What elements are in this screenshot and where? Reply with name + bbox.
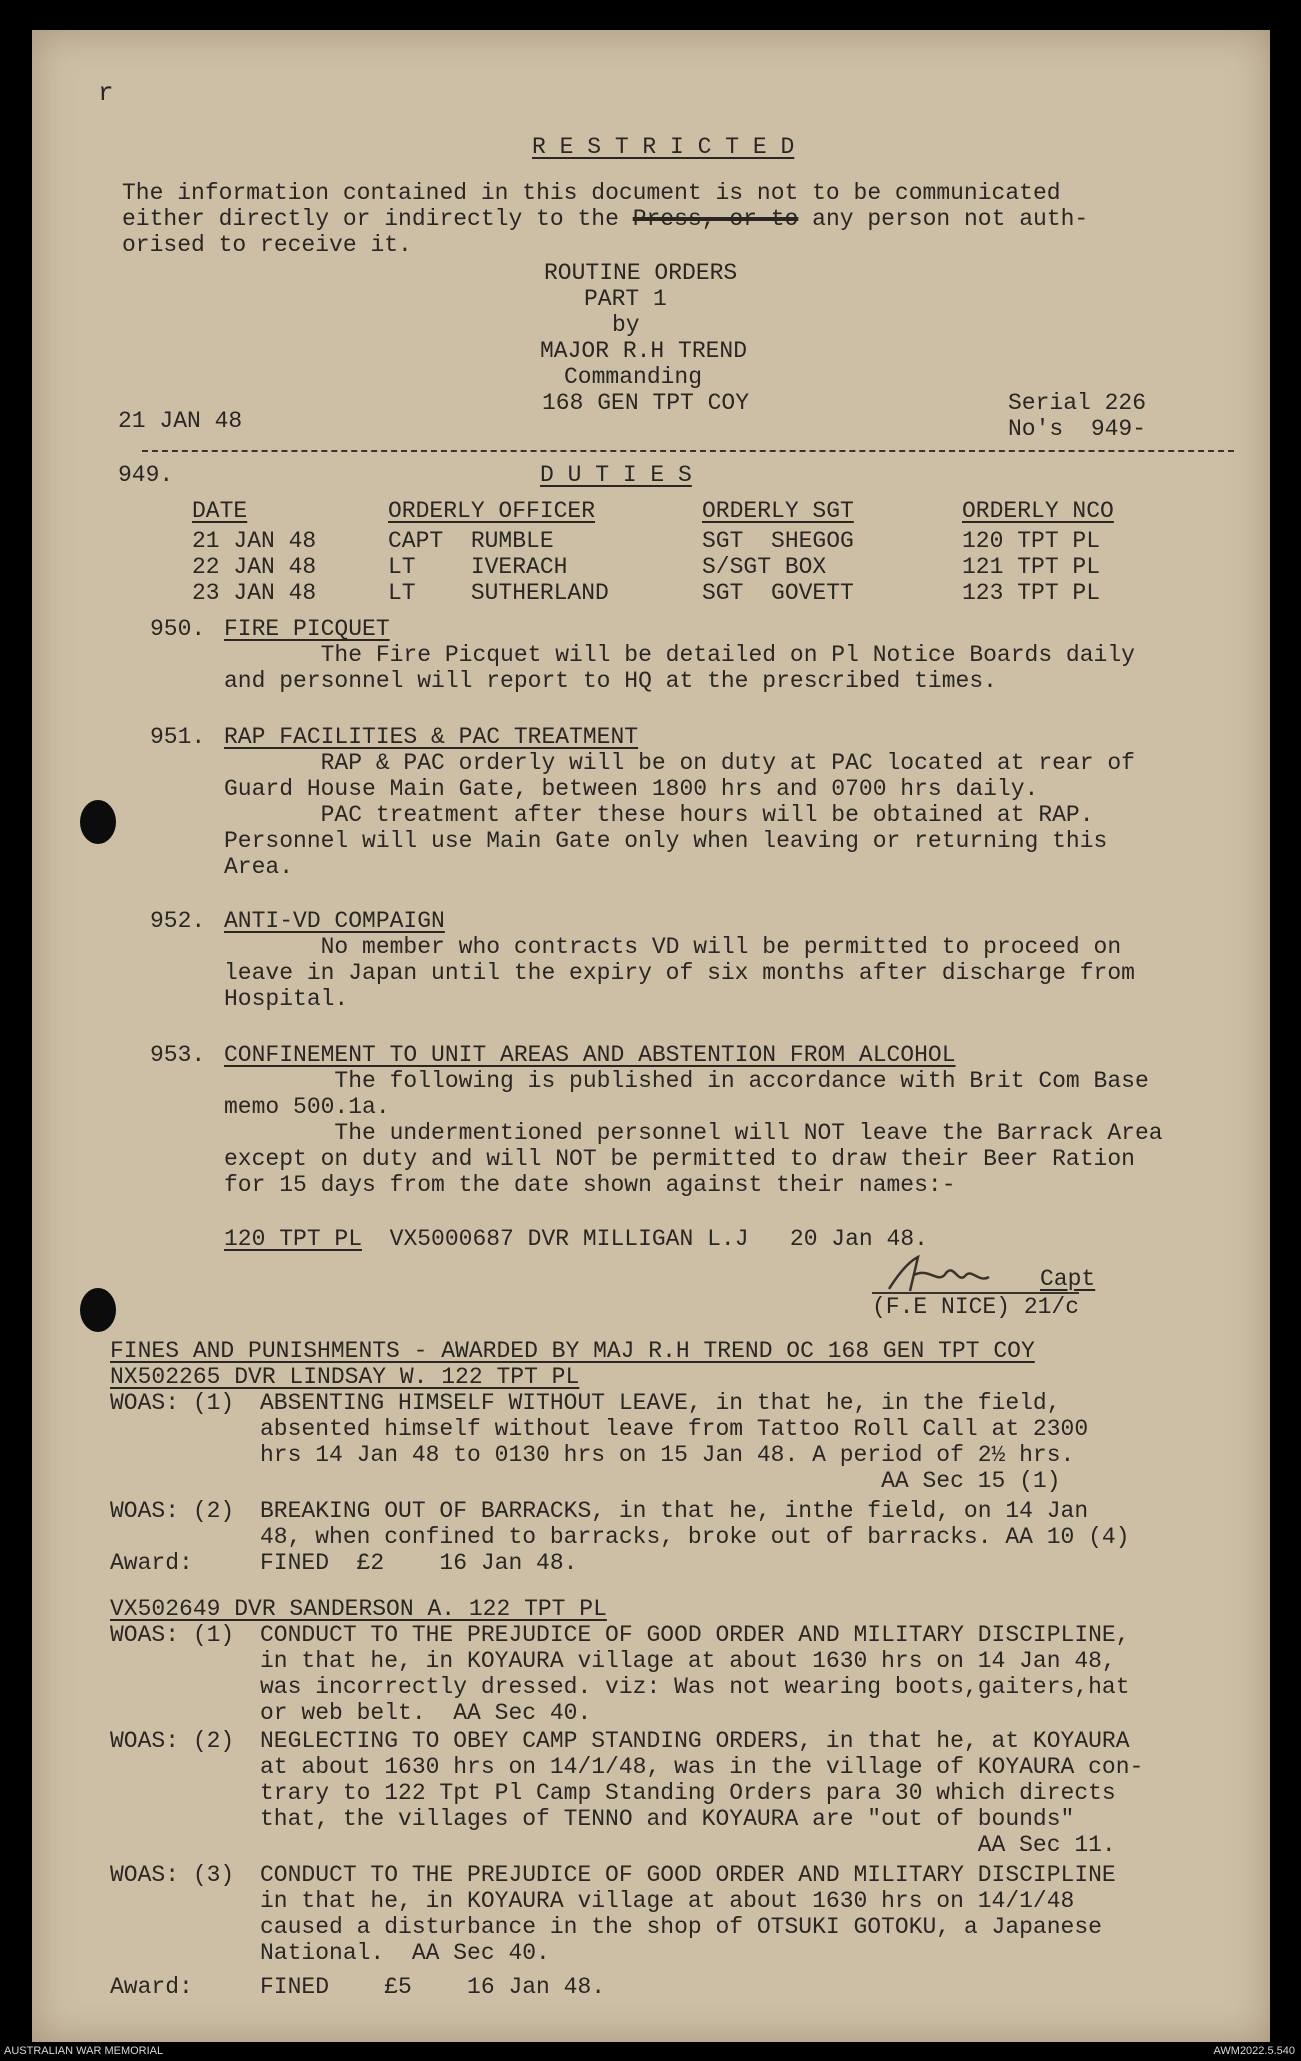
- punch-hole-top: [80, 800, 116, 844]
- case-2-charge-3-line: CONDUCT TO THE PREJUDICE OF GOOD ORDER AND MILITARY DISCIPLINE: [260, 1862, 1116, 1888]
- case-2-award: FINED £5 16 Jan 48.: [260, 1974, 606, 2000]
- warning-line-1: The information contained in this document is not to be communicated: [122, 180, 1061, 206]
- order-953-line: The undermentioned personnel will NOT leave the Barrack Area: [224, 1120, 1163, 1146]
- fines-heading: FINES AND PUNISHMENTS - AWARDED BY MAJ R.H TREND OC 168 GEN TPT COY: [110, 1338, 1035, 1364]
- duty-row-1-officer: CAPT RUMBLE: [388, 528, 554, 554]
- case-1-charge-2-line: 48, when confined to barracks, broke out of barracks. AA 10 (4): [260, 1524, 1130, 1550]
- order-950-number: 950.: [150, 616, 206, 642]
- duty-row-2-date: 22 JAN 48: [192, 554, 317, 580]
- signature-rank: Capt: [1040, 1266, 1096, 1292]
- order-952-line: No member who contracts VD will be permitted to proceed on: [224, 934, 1122, 960]
- case-2-charge-1-line: CONDUCT TO THE PREJUDICE OF GOOD ORDER AND MILITARY DISCIPLINE,: [260, 1622, 1130, 1648]
- confinement-unit: 120 TPT PL: [224, 1226, 363, 1252]
- case-2-charge-3-line: in that he, in KOYAURA village at about 1630 hrs on 14/1/48: [260, 1888, 1075, 1914]
- case-1-charge-1-line: AA Sec 15 (1): [260, 1468, 1061, 1494]
- order-951-line: Area.: [224, 854, 294, 880]
- case-2-charge-3-line: caused a disturbance in the shop of OTSUKI GOTOKU, a Japanese: [260, 1914, 1102, 1940]
- case-2-charge-3-label: WOAS: (3): [110, 1862, 235, 1888]
- title-routine-orders: ROUTINE ORDERS: [544, 260, 738, 286]
- order-951-title: RAP FACILITIES & PAC TREATMENT: [224, 724, 639, 750]
- order-951-line: RAP & PAC orderly will be on duty at PAC located at rear of: [224, 750, 1135, 776]
- signature-scribble: [884, 1255, 994, 1295]
- case-2-charge-2-label: WOAS: (2): [110, 1728, 235, 1754]
- case-2-award-label: Award:: [110, 1974, 193, 2000]
- warning-text: either directly or indirectly to the: [122, 206, 619, 232]
- order-953-line: for 15 days from the date shown against their names:-: [224, 1172, 956, 1198]
- duty-row-2-nco: 121 TPT PL: [962, 554, 1101, 580]
- warning-line-3: orised to receive it.: [122, 232, 412, 258]
- duties-col-officer: ORDERLY OFFICER: [388, 498, 596, 524]
- case-1-charge-2-line: BREAKING OUT OF BARRACKS, in that he, inthe field, on 14 Jan: [260, 1498, 1089, 1524]
- order-953-line: The following is published in accordance with Brit Com Base: [224, 1068, 1149, 1094]
- order-950-line: The Fire Picquet will be detailed on Pl Notice Boards daily: [224, 642, 1135, 668]
- warning-line-2: [122, 206, 1088, 232]
- case-2-charge-2-line: at about 1630 hrs on 14/1/48, was in the village of KOYAURA con-: [260, 1754, 1144, 1780]
- duty-row-3-nco: 123 TPT PL: [962, 580, 1101, 606]
- duty-row-3-officer: LT SUTHERLAND: [388, 580, 609, 606]
- case-1-charge-2-label: WOAS: (2): [110, 1498, 235, 1524]
- order-950-line: and personnel will report to HQ at the prescribed times.: [224, 668, 997, 694]
- title-officer: MAJOR R.H TREND: [540, 338, 748, 364]
- order-953-number: 953.: [150, 1042, 206, 1068]
- duty-row-2-sgt: S/SGT BOX: [702, 554, 827, 580]
- case-2-charge-3-line: National. AA Sec 40.: [260, 1940, 550, 1966]
- title-commanding: Commanding: [564, 364, 703, 390]
- order-952-line: leave in Japan until the expiry of six months after discharge from: [224, 960, 1135, 986]
- case-1-charge-1-line: absented himself without leave from Tattoo Roll Call at 2300: [260, 1416, 1089, 1442]
- order-951-line: PAC treatment after these hours will be obtained at RAP.: [224, 802, 1094, 828]
- duties-col-nco: ORDERLY NCO: [962, 498, 1114, 524]
- title-part: PART 1: [584, 286, 667, 312]
- order-numbers: No's 949-: [1008, 416, 1147, 442]
- title-unit: 168 GEN TPT COY: [542, 390, 750, 416]
- document-page: [32, 30, 1270, 2042]
- classification-header: R E S T R I C T E D: [532, 134, 795, 160]
- order-952-line: Hospital.: [224, 986, 349, 1012]
- order-952-number: 952.: [150, 908, 206, 934]
- case-1-charge-1-line: ABSENTING HIMSELF WITHOUT LEAVE, in that he, in the field,: [260, 1390, 1061, 1416]
- duty-row-3-date: 23 JAN 48: [192, 580, 317, 606]
- divider-line: [142, 450, 1234, 452]
- order-950-title: FIRE PICQUET: [224, 616, 390, 642]
- warning-text-end: any person not auth-: [812, 206, 1089, 232]
- footer-credit: AUSTRALIAN WAR MEMORIAL: [4, 2045, 164, 2057]
- punch-hole-bottom: [80, 1288, 116, 1332]
- case-2-soldier: VX502649 DVR SANDERSON A. 122 TPT PL: [110, 1596, 607, 1622]
- title-by: by: [612, 312, 640, 338]
- case-2-charge-1-line: was incorrectly dressed. viz: Was not wearing boots,gaiters,hat: [260, 1674, 1130, 1700]
- case-2-charge-1-line: in that he, in KOYAURA village at about 1630 hrs on 14 Jan 48,: [260, 1648, 1116, 1674]
- case-1-charge-1-line: hrs 14 Jan 48 to 0130 hrs on 15 Jan 48. A period of 2½ hrs.: [260, 1442, 1075, 1468]
- order-953-line: except on duty and will NOT be permitted to draw their Beer Ration: [224, 1146, 1135, 1172]
- case-1-award: FINED £2 16 Jan 48.: [260, 1550, 578, 1576]
- footer-accession: AWM2022.5.540: [1213, 2045, 1295, 2057]
- case-2-charge-2-line: trary to 122 Tpt Pl Camp Standing Orders para 30 which directs: [260, 1780, 1116, 1806]
- case-1-soldier: NX502265 DVR LINDSAY W. 122 TPT PL: [110, 1364, 580, 1390]
- case-2-charge-2-line: that, the villages of TENNO and KOYAURA are "out of bounds": [260, 1806, 1075, 1832]
- confinement-entry: [224, 1226, 928, 1252]
- duty-row-1-date: 21 JAN 48: [192, 528, 317, 554]
- order-951-number: 951.: [150, 724, 206, 750]
- duties-col-sgt: ORDERLY SGT: [702, 498, 854, 524]
- warning-struck-text: Press, or to: [632, 206, 799, 232]
- confinement-detail: VX5000687 DVR MILLIGAN L.J 20 Jan 48.: [362, 1226, 928, 1252]
- duties-col-date: DATE: [192, 498, 248, 524]
- case-1-award-label: Award:: [110, 1550, 193, 1576]
- duty-row-3-sgt: SGT GOVETT: [702, 580, 854, 606]
- duty-row-1-sgt: SGT SHEGOG: [702, 528, 854, 554]
- duties-heading: D U T I E S: [540, 462, 692, 488]
- order-951-line: Personnel will use Main Gate only when leaving or returning this: [224, 828, 1108, 854]
- duty-row-2-officer: LT IVERACH: [388, 554, 568, 580]
- order-952-title: ANTI-VD COMPAIGN: [224, 908, 445, 934]
- duties-number: 949.: [118, 462, 174, 488]
- page-mark: r: [98, 78, 114, 108]
- case-2-charge-2-line: AA Sec 11.: [260, 1832, 1116, 1858]
- order-date: 21 JAN 48: [118, 408, 243, 434]
- case-2-charge-1-label: WOAS: (1): [110, 1622, 235, 1648]
- signature-name: (F.E NICE) 21/c: [872, 1294, 1080, 1320]
- serial-number: Serial 226: [1008, 390, 1147, 416]
- case-2-charge-1-line: or web belt. AA Sec 40.: [260, 1700, 592, 1726]
- order-951-line: Guard House Main Gate, between 1800 hrs and 0700 hrs daily.: [224, 776, 1039, 802]
- order-953-title: CONFINEMENT TO UNIT AREAS AND ABSTENTION FROM ALCOHOL: [224, 1042, 956, 1068]
- case-2-charge-2-line: NEGLECTING TO OBEY CAMP STANDING ORDERS, in that he, at KOYAURA: [260, 1728, 1130, 1754]
- duty-row-1-nco: 120 TPT PL: [962, 528, 1101, 554]
- case-1-charge-1-label: WOAS: (1): [110, 1390, 235, 1416]
- order-953-line: memo 500.1a.: [224, 1094, 390, 1120]
